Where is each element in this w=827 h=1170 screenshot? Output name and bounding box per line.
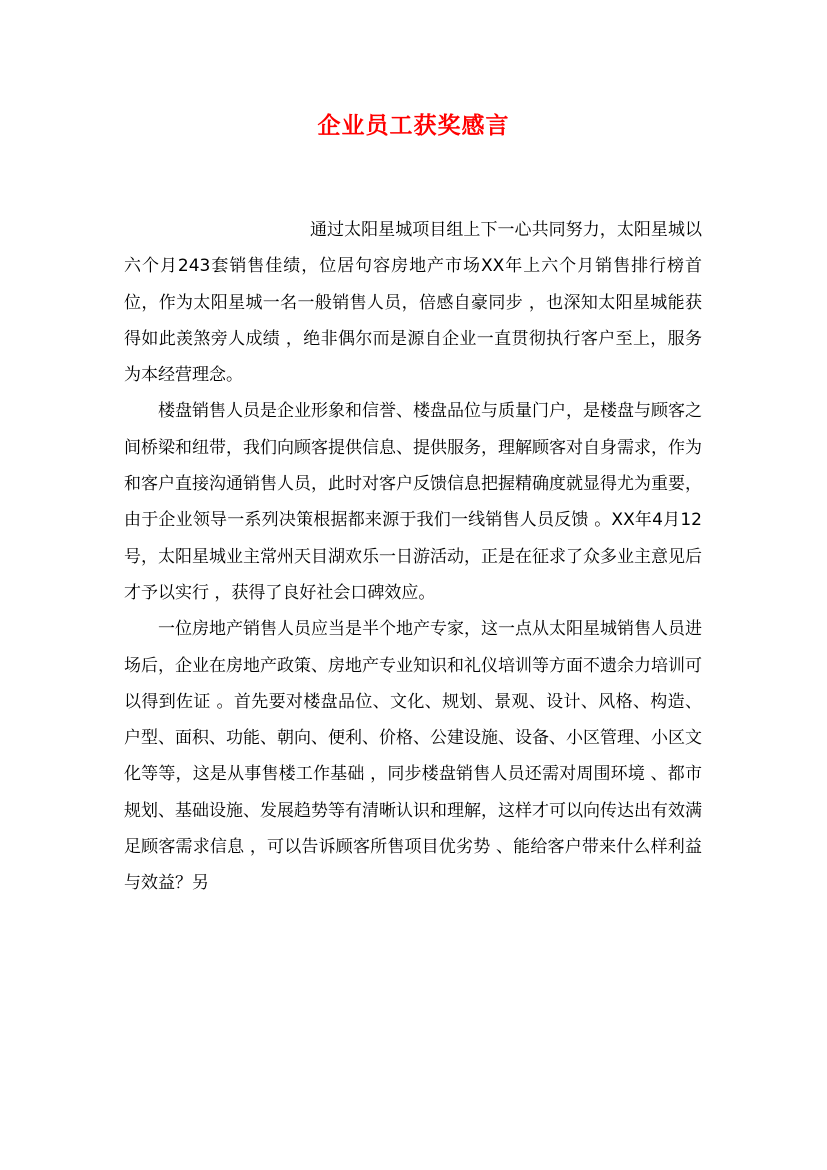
paragraph-2: 楼盘销售人员是企业形象和信誉、楼盘品位与质量门户，是楼盘与顾客之间桥梁和纽带，我们向顾客提供信息、提供服务，理解顾客对自身需求，作为和客户直接沟通销售人员，此时对客户反馈信息把握精确度就显得尤为重要，由于企业领导一系列决策根据都来源于我们一线销售人员反馈 。XX年4月12号，太阳星城业主常州天目湖欢乐一日游活动，正是在征求了众多业主意见后才予以实行 ，获得了良好社会口碑效应。 bbox=[124, 401, 702, 603]
paragraph-1: 通过太阳星城项目组上下一心共同努力，太阳星城以六个月243套销售佳绩，位居句容房地产市场XX年上六个月销售排行榜首位，作为太阳星城一名一般销售人员，倍感自豪同步 ，也深知太阳星城能获得如此羡煞旁人成绩 ，绝非偶尔而是源自企业一直贯彻执行客户至上，服务为本经营理念。 bbox=[124, 220, 702, 386]
paragraph-3: 一位房地产销售人员应当是半个地产专家，这一点从太阳星城销售人员进场后，企业在房地产政策、房地产专业知识和礼仪培训等方面不遗余力培训可以得到佐证 。首先要对楼盘品位、文化、规划、景观、设计、风格、构造、户型、面积、功能、朝向、便利、价格、公建设施、设备、小区管理、小区文化等等，这是从事售楼工作基础 ，同步楼盘销售人员还需对周围环境 、都市规划、基础设施、发展趋势等有清晰认识和理解，这样才可以向传达出有效满足顾客需求信息 ，可以告诉顾客所售项目优劣势 、能给客户带来什么样利益与效益？另 bbox=[124, 619, 702, 894]
document-title: 企业员工获奖感言 bbox=[317, 112, 510, 139]
document-body bbox=[124, 212, 702, 902]
